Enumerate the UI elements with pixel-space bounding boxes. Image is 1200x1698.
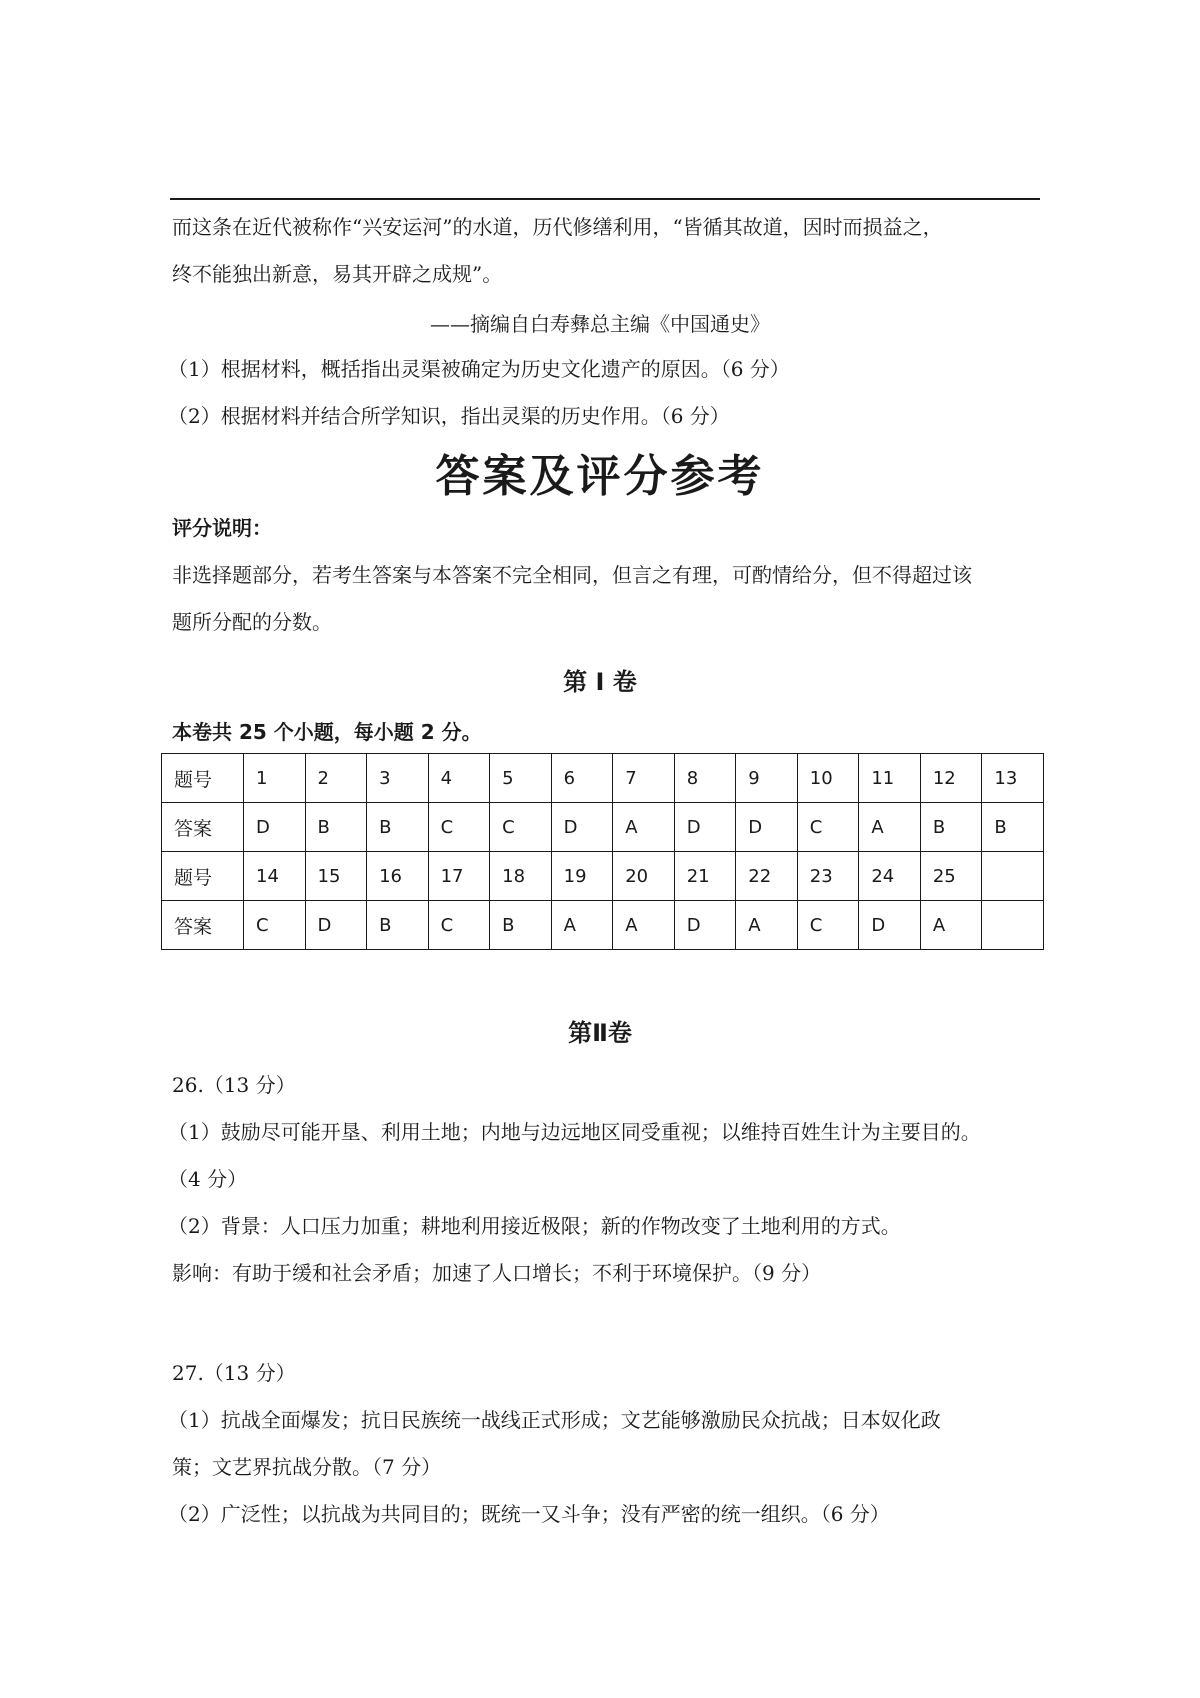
table-row-label: 答案 <box>162 901 244 950</box>
scoring-line-1: 非选择题部分，若考生答案与本答案不完全相同，但言之有理，可酌情给分，但不得超过该 <box>172 563 972 587</box>
question-2: （2）根据材料并结合所学知识，指出灵渠的历史作用。（6 分） <box>168 404 730 428</box>
table-cell <box>982 901 1044 950</box>
table-cell: C <box>428 803 490 852</box>
table-row <box>162 803 1044 852</box>
table-cell: D <box>674 901 736 950</box>
table-cell: 14 <box>244 852 306 901</box>
table-cell: A <box>551 901 613 950</box>
material-line-1: 而这条在近代被称作“兴安运河”的水道，历代修缮利用，“皆循其故道，因时而损益之， <box>172 215 943 239</box>
table-cell: B <box>982 803 1044 852</box>
q27-answer-1: （1）抗战全面爆发；抗日民族统一战线正式形成；文艺能够激励民众抗战；日本奴化政 <box>168 1408 941 1432</box>
table-cell: B <box>490 901 552 950</box>
table-cell: B <box>305 803 367 852</box>
table-cell: 12 <box>920 754 982 803</box>
table-cell: A <box>613 803 675 852</box>
answer-title: 答案及评分参考 <box>435 451 765 502</box>
table-cell: A <box>613 901 675 950</box>
table-row-label: 题号 <box>162 754 244 803</box>
table-cell: C <box>244 901 306 950</box>
table-cell: C <box>490 803 552 852</box>
answer-table <box>161 753 1044 950</box>
table-cell: D <box>244 803 306 852</box>
part1-note: 本卷共 25 个小题，每小题 2 分。 <box>172 720 482 744</box>
table-row <box>162 901 1044 950</box>
part2-title: 第Ⅱ卷 <box>568 1019 632 1047</box>
table-cell: 6 <box>551 754 613 803</box>
table-row-label: 答案 <box>162 803 244 852</box>
table-cell: A <box>736 901 798 950</box>
table-cell: D <box>859 901 921 950</box>
table-cell: 7 <box>613 754 675 803</box>
table-cell: 3 <box>367 754 429 803</box>
table-cell: 22 <box>736 852 798 901</box>
table-cell: 15 <box>305 852 367 901</box>
table-cell: 19 <box>551 852 613 901</box>
scoring-heading: 评分说明： <box>172 516 272 540</box>
table-cell: A <box>859 803 921 852</box>
material-source: ——摘编自白寿彝总主编《中国通史》 <box>430 312 770 336</box>
q26-answer-1: （1）鼓励尽可能开垦、利用土地；内地与边远地区同受重视；以维持百姓生计为主要目的。 <box>168 1120 981 1144</box>
table-cell: 9 <box>736 754 798 803</box>
table-cell: D <box>551 803 613 852</box>
table-cell: 10 <box>797 754 859 803</box>
q27-answer-2: （2）广泛性；以抗战为共同目的；既统一又斗争；没有严密的统一组织。（6 分） <box>168 1502 890 1526</box>
q26-heading: 26.（13 分） <box>172 1073 296 1097</box>
table-cell: A <box>920 901 982 950</box>
q27-heading: 27.（13 分） <box>172 1361 296 1385</box>
table-cell: 24 <box>859 852 921 901</box>
part1-title: 第 I 卷 <box>563 668 637 696</box>
table-cell: 18 <box>490 852 552 901</box>
table-cell: 25 <box>920 852 982 901</box>
table-cell: 16 <box>367 852 429 901</box>
top-rule <box>170 198 1040 200</box>
q26-answer-2-impact: 影响：有助于缓和社会矛盾；加速了人口增长；不利于环境保护。（9 分） <box>172 1261 822 1285</box>
table-row <box>162 754 1044 803</box>
table-cell: 17 <box>428 852 490 901</box>
table-cell: C <box>428 901 490 950</box>
table-row <box>162 852 1044 901</box>
table-cell: 20 <box>613 852 675 901</box>
scoring-line-2: 题所分配的分数。 <box>172 610 332 634</box>
table-cell: B <box>367 803 429 852</box>
table-cell: B <box>920 803 982 852</box>
table-cell: 2 <box>305 754 367 803</box>
material-line-2: 终不能独出新意，易其开辟之成规”。 <box>172 262 503 286</box>
table-row-label: 题号 <box>162 852 244 901</box>
table-cell: D <box>736 803 798 852</box>
table-cell: 13 <box>982 754 1044 803</box>
q27-answer-1-cont: 策；文艺界抗战分散。（7 分） <box>172 1455 442 1479</box>
table-cell: D <box>674 803 736 852</box>
question-1: （1）根据材料，概括指出灵渠被确定为历史文化遗产的原因。（6 分） <box>168 357 790 381</box>
table-cell: 8 <box>674 754 736 803</box>
table-cell: D <box>305 901 367 950</box>
table-cell: 5 <box>490 754 552 803</box>
table-cell: C <box>797 803 859 852</box>
table-cell: 23 <box>797 852 859 901</box>
table-cell: B <box>367 901 429 950</box>
table-cell: 11 <box>859 754 921 803</box>
table-cell: 1 <box>244 754 306 803</box>
table-cell: 21 <box>674 852 736 901</box>
q26-answer-2: （2）背景：人口压力加重；耕地利用接近极限；新的作物改变了土地利用的方式。 <box>168 1214 901 1238</box>
table-cell <box>982 852 1044 901</box>
table-cell: C <box>797 901 859 950</box>
table-cell: 4 <box>428 754 490 803</box>
q26-answer-1-score: （4 分） <box>168 1167 248 1191</box>
